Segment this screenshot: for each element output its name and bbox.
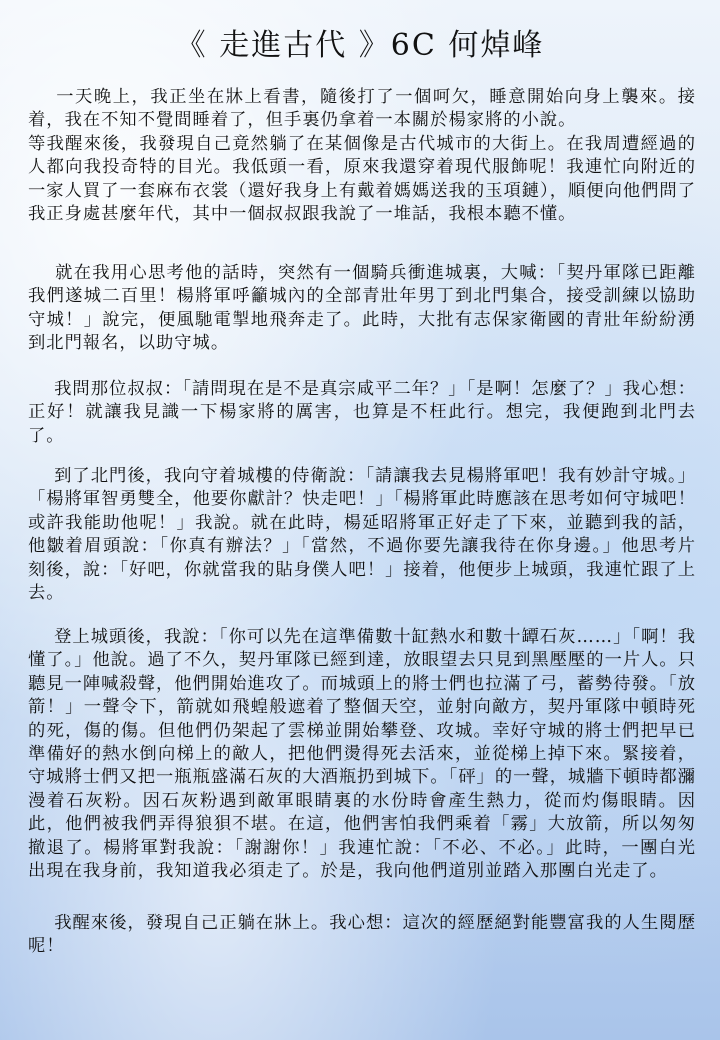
essay-paragraph-5: 登上城頭後，我說：「你可以先在這準備數十缸熱水和數十罈石灰……」「啊！我懂了。」他說。過了不久，契丹軍隊已經到達，放眼望去只見到黑壓壓的一片人。只聽見一陣喊殺聲，他們開始進攻了。而城頭上的將士們也拉滿了弓，蓄勢待發。「放箭！」一聲令下，箭就如飛蝗般遮着了整個天空，並射向敵方，契丹軍隊中頓時死的死，傷的傷。但他們仍架起了雲梯並開始攀登、攻城。幸好守城的將士們把早已準備好的熱水倒向梯上的敵人，把他們燙得死去活來，並從梯上掉下來。緊接着，守城將士們又把一瓶瓶盛滿石灰的大酒瓶扔到城下。「砰」的一聲，城牆下頓時都瀰漫着石灰粉。因石灰粉遇到敵軍眼睛裏的水份時會產生熱力，從而灼傷眼睛。因此，他們被我們弄得狼狽不堪。在這，他們害怕我們乘着「霧」大放箭，所以匆匆撤退了。楊將軍對我說：「謝謝你！」我連忙說：「不必、不必。」此時，一團白光出現在我身前，我知道我必須走了。於是，我向他們道別並踏入那團白光走了。 <box>28 627 696 882</box>
essay-paragraph-4: 到了北門後，我向守着城樓的侍衛說：「請讓我去見楊將軍吧！我有妙計守城。」「楊將軍智勇雙全，他要你獻計？快走吧！」「楊將軍此時應該在思考如何守城吧！或許我能助他呢！」我說。就在此時，楊延昭將軍正好走了下來，並聽到我的話，他皺着眉頭說：「你真有辦法？」「當然，不過你要先讓我待在你身邊。」他思考片刻後，說：「好吧，你就當我的貼身僕人吧！」接着，他便步上城頭，我連忙跟了上去。 <box>28 466 696 604</box>
essay-paragraph-3: 我問那位叔叔：「請問現在是不是真宗咸平二年？」「是啊！怎麼了？」我心想：正好！就讓我見識一下楊家將的厲害，也算是不枉此行。想完，我便跑到北門去了。 <box>28 379 696 446</box>
essay-paragraph-2: 就在我用心思考他的話時，突然有一個騎兵衝進城裏，大喊：「契丹軍隊已距離我們遂城二百里！楊將軍呼籲城內的全部青壯年男丁到北門集合，接受訓練以協助守城！」說完，便風馳電掣地飛奔走了。此時，大批有志保家衛國的青壯年紛紛湧到北門報名，以助守城。 <box>28 263 696 354</box>
essay-paragraph-6: 我醒來後，發現自己正躺在牀上。我心想：這次的經歷絕對能豐富我的人生閱歷呢！ <box>28 913 696 957</box>
essay-paragraph-1: 一天晚上，我正坐在牀上看書，隨後打了一個呵欠，睡意開始向身上襲來。接着，我在不知不覺間睡着了，但手裏仍拿着一本關於楊家將的小說。 等我醒來後，我發現自己竟然躺了在某個像是古代城市的大街上。在我周遭經過的人都向我投奇特的目光。我低頭一看，原來我還穿着現代服飾呢！我連忙向附近的一家人買了一套麻布衣裳（還好我身上有戴着媽媽送我的玉項鏈），順便向他們問了我正身處甚麼年代，其中一個叔叔跟我說了一堆話，我根本聽不懂。 <box>28 87 696 225</box>
essay-title: 《 走進古代 》6C 何焯峰 <box>175 28 545 63</box>
